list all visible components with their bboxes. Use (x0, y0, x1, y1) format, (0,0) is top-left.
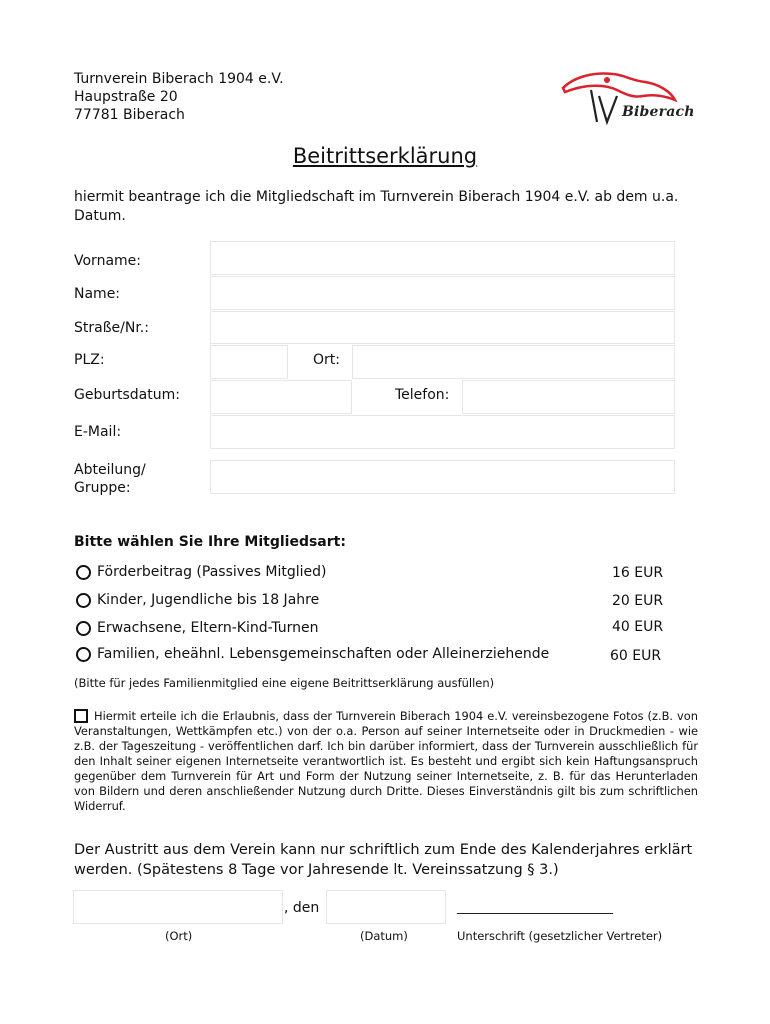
unterschrift-caption: Unterschrift (gesetzlicher Vertreter) (457, 929, 663, 943)
option-price: 20 EUR (612, 593, 664, 609)
gruppe-label: Gruppe: (74, 480, 131, 496)
membership-heading: Bitte wählen Sie Ihre Mitgliedsart: (74, 534, 346, 550)
consent-checkbox[interactable] (74, 709, 88, 723)
name-field[interactable] (210, 276, 675, 310)
page-title: Beitrittserklärung (292, 144, 478, 168)
plz-label: PLZ: (74, 352, 105, 368)
ort-label: Ort: (313, 352, 340, 368)
name-label: Name: (74, 286, 121, 302)
club-logo (555, 66, 695, 128)
membership-option[interactable] (76, 620, 319, 636)
datum-field[interactable] (326, 890, 446, 924)
vorname-field[interactable] (210, 241, 675, 275)
exit-notice: Der Austritt aus dem Verein kann nur schriftlich zum Ende des Kalenderjahres erklärt werden. (Spätestens 8 Tage vor Jahresende lt. Vereinssatzung § 3.) (74, 842, 693, 878)
option-label: Familien, eheähnl. Lebensgemeinschaften oder Alleinerziehende (97, 646, 550, 662)
family-note: (Bitte für jedes Familienmitglied eine eigene Beitrittserklärung ausfüllen) (74, 676, 495, 690)
consent-text: Hiermit erteile ich die Erlaubnis, dass der Turnverein Biberach 1904 e.V. vereinsbezogene Fotos (z.B. von Veranstaltungen, Wettkämpfen etc.) von der o.a. Person auf seiner Internetseite oder in Druckmedien - wie z.B. der Tageszeitung - veröffentlichen darf. Ich bin darüber informiert, dass der Turnverein ausschließlich für den Inhalt seiner eigenen Internetseite verantwortlich ist. Es besteht und ergibt sich kein Haftungsanspruch gegenüber dem Turnverein für Art und Form der Nutzung seiner Internetseite, z. B. für das Herunterladen von Bildern und deren anschließender Nutzung durch Dritte. Dieses Einverständnis gilt bis zum schriftlichen Widerruf. (74, 709, 698, 813)
vorname-label: Vorname: (74, 253, 141, 269)
option-label: Förderbeitrag (Passives Mitglied) (97, 564, 327, 580)
geburtsdatum-label: Geburtsdatum: (74, 387, 180, 403)
radio-icon[interactable] (76, 593, 91, 608)
telefon-label: Telefon: (395, 387, 450, 403)
abteilung-field[interactable] (210, 460, 675, 494)
strasse-label: Straße/Nr.: (74, 320, 149, 336)
club-address (74, 70, 284, 124)
abteilung-label: Abteilung/ (74, 462, 146, 478)
ort-signature-field[interactable] (73, 890, 283, 924)
den-text: , den (284, 900, 320, 916)
email-label: E-Mail: (74, 424, 122, 440)
club-street: Haupstraße 20 (74, 89, 178, 105)
radio-icon[interactable] (76, 565, 91, 580)
ort-field[interactable] (352, 345, 675, 379)
option-price: 40 EUR (612, 619, 664, 635)
photo-consent (74, 709, 698, 814)
intro-text: hiermit beantrage ich die Mitgliedschaft im Turnverein Biberach 1904 e.V. ab dem u.a. Datum. (74, 189, 679, 224)
geburtsdatum-field[interactable] (210, 380, 352, 414)
radio-icon[interactable] (76, 621, 91, 636)
membership-option[interactable] (76, 646, 549, 662)
logo-text: Biberach (622, 104, 695, 120)
option-price: 60 EUR (610, 648, 662, 664)
signature-line[interactable]: ________________________ (457, 900, 613, 915)
radio-icon[interactable] (76, 647, 91, 662)
option-label: Kinder, Jugendliche bis 18 Jahre (97, 592, 320, 608)
email-field[interactable] (210, 415, 675, 449)
telefon-field[interactable] (462, 380, 675, 414)
membership-option[interactable] (76, 564, 327, 580)
option-price: 16 EUR (612, 565, 664, 581)
plz-field[interactable] (210, 345, 288, 379)
strasse-field[interactable] (210, 311, 675, 344)
ort-caption: (Ort) (165, 929, 193, 943)
datum-caption: (Datum) (360, 929, 408, 943)
option-label: Erwachsene, Eltern-Kind-Turnen (97, 620, 319, 636)
membership-option[interactable] (76, 592, 319, 608)
club-city: 77781 Biberach (74, 107, 185, 123)
club-name: Turnverein Biberach 1904 e.V. (74, 71, 284, 87)
